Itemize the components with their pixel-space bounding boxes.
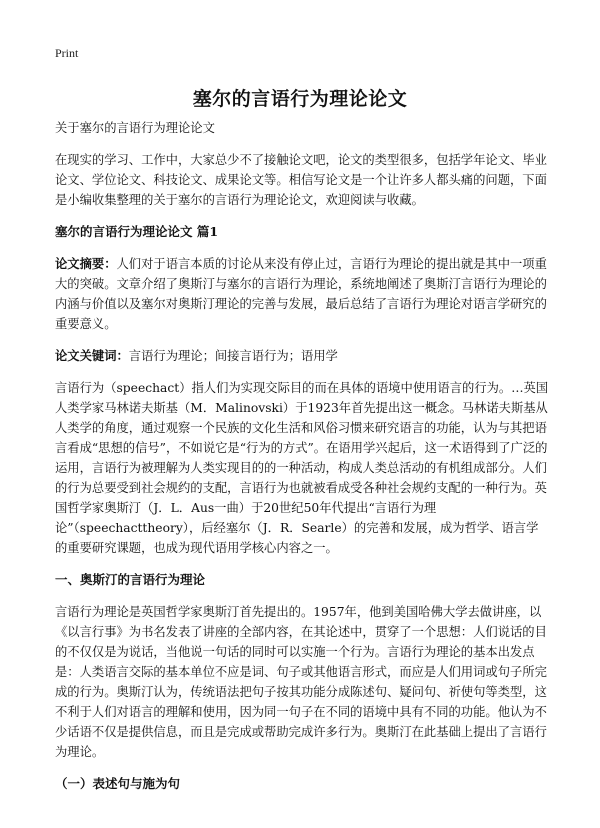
intro-paragraph: 在现实的学习、工作中，大家总少不了接触论文吧，论文的类型很多，包括学年论文、毕业论文、学位论文、科技论文、成果论文等。相信写论文是一个让许多人都头痛的问题，下面是小编收集整理的关于塞尔的言语行为理论论文，欢迎阅读与收藏。 [55,153,547,207]
subtitle: 关于塞尔的言语行为理论论文 [55,121,215,135]
keywords-text: 言语行为理论；间接言语行为；语用学 [128,349,338,363]
abstract-paragraph [55,254,550,334]
article-body [55,118,550,806]
keywords-label: 论文关键词： [55,348,129,363]
abstract-label: 论文摘要： [55,256,117,271]
abstract-text: 人们对于语言本质的讨论从来没有停止过，言语行为理论的提出就是其中一项重大的突破。文章介绍了奥斯汀与塞尔的言语行为理论，系统地阐述了奥斯汀言语行为理论的内涵与价值以及塞尔对奥斯汀理论的完善与发展，最后总结了言语行为理论对语言学研究的重要意义。 [55,257,547,331]
section-heading: 塞尔的言语行为理论论文 篇1 [55,224,219,239]
keywords-paragraph [55,346,550,366]
heading-austin-theory: 一、奥斯汀的言语行为理论 [55,572,206,587]
body-paragraph-1: 言语行为（speechact）指人们为实现交际目的而在具体的语境中使用语言的行为。…英国人类学家马林诺夫斯基（M．Malinovski）于1923年首先提出这一概念。马林诺夫斯基从人类学的角度，通过观察一个民族的文化生活和风俗习惯来研究语言的功能，认为与其把语言看成“思想的信号”，不如说它是“行为的方式”。在语用学兴起后，这一术语得到了广泛的运用，言语行为被理解为人类实现目的的一种活动，构成人类总活动的有机组成部分。人们的行为总要受到社会规约的支配，言语行为也就被看成受各种社会规约支配的一种行为。英国哲学家奥斯汀（J．L．Aus一曲）于20世纪50年代提出“言语行为理论”（speechacttheory），后经塞尔（J．R．Searle）的完善和发展，成为哲学、语言学的重要研究课题，也成为现代语用学核心内容之一。 [55,381,549,555]
print-link[interactable]: Print [55,46,79,60]
heading-constative-performative: （一）表述句与施为句 [55,776,181,791]
body-paragraph-2: 言语行为理论是英国哲学家奥斯汀首先提出的。1957年，他到美国哈佛大学去做讲座，以《以言行事》为书名发表了讲座的全部内容，在其论述中，贯穿了一个思想：人们说话的目的不仅仅是为说话，当他说一句话的同时可以实施一个行为。言语行为理论的基本出发点是：人类语言交际的基本单位不应是词、句子或其他语言形式，而应是人们用词或句子所完成的行为。奥斯汀认为，传统语法把句子按其功能分成陈述句、疑问句、祈使句等类型，这不利于人们对语言的理解和使用，因为同一句子在不同的语境中具有不同的功能。他认为不少话语不仅是提供信息，而且是完成或帮助完成许多行为。奥斯汀在此基础上提出了言语行为理论。 [55,605,547,759]
page-title: 塞尔的言语行为理论论文 [192,88,408,110]
